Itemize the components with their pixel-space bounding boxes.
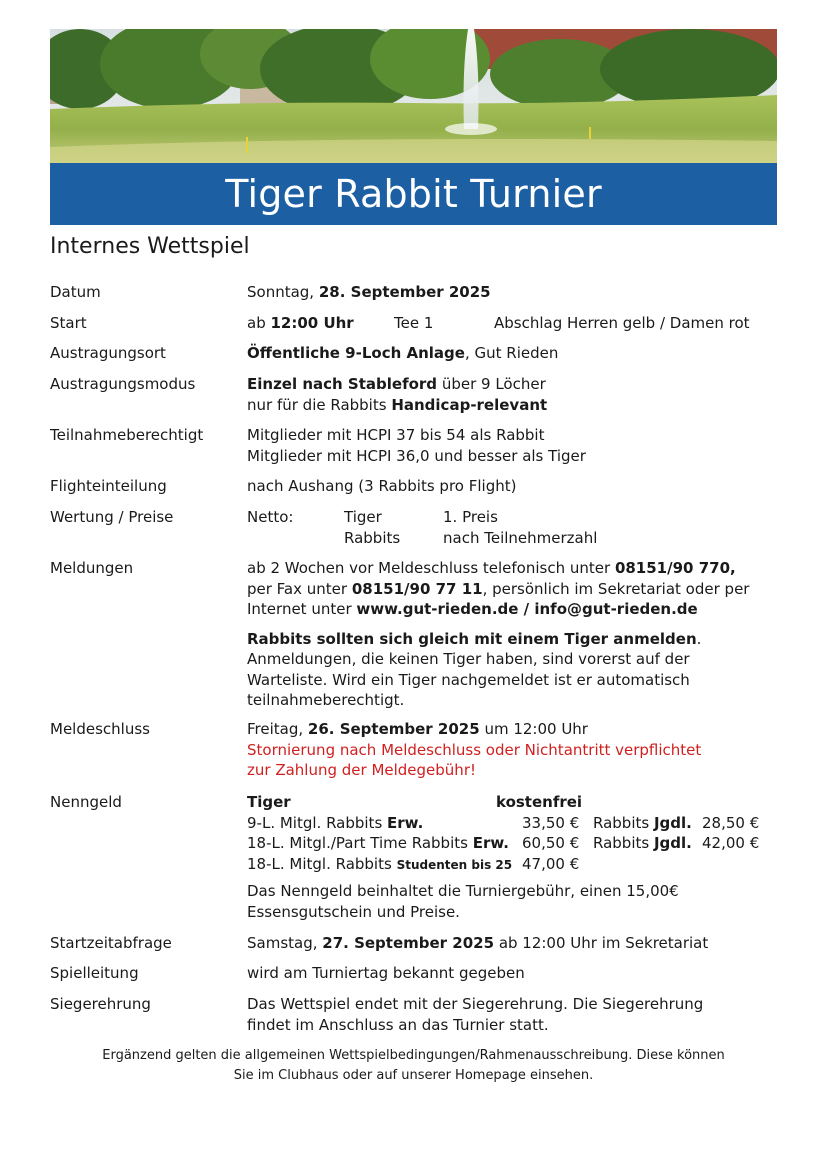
- label-teilnahme: Teilnahmeberechtigt: [50, 426, 204, 444]
- label-startzeit: Startzeitabfrage: [50, 934, 172, 952]
- wertung-rabbits-prize: nach Teilnehmerzahl: [443, 528, 598, 547]
- start-time: ab 12:00 Uhr: [247, 314, 354, 332]
- page-subtitle: Internes Wettspiel: [50, 234, 250, 259]
- start-tee: Tee 1: [394, 314, 434, 332]
- label-meldeschluss: Meldeschluss: [50, 720, 150, 738]
- label-meldungen: Meldungen: [50, 559, 134, 577]
- nenngeld-note1: Das Nenngeld beinhaltet die Turniergebühr, einen 15,00€: [247, 882, 679, 900]
- nenngeld-row1-jgdl-price: 28,50 €: [702, 813, 760, 832]
- nenngeld-row2: 18-L. Mitgl./Part Time Rabbits Erw.: [247, 834, 509, 852]
- row-nenngeld: [50, 792, 780, 922]
- storno-warning-1: Stornierung nach Meldeschluss oder Nichtantritt verpflichtet: [247, 740, 702, 759]
- nenngeld-row1: 9-L. Mitgl. Rabbits Erw.: [247, 813, 424, 832]
- page-title: Tiger Rabbit Turnier: [225, 172, 602, 216]
- nenngeld-row3-price: 47,00 €: [522, 854, 580, 873]
- wertung-rabbits: Rabbits: [344, 528, 401, 547]
- label-datum: Datum: [50, 283, 101, 301]
- footer-line-2: Sie im Clubhaus oder auf unserer Homepage einsehen.: [233, 1068, 594, 1083]
- wertung-tiger-prize: 1. Preis: [443, 508, 498, 526]
- start-abschlag: Abschlag Herren gelb / Damen rot: [494, 314, 750, 332]
- label-siegerehrung: Siegerehrung: [50, 995, 151, 1013]
- nenngeld-row1-price: 33,50 €: [522, 813, 580, 832]
- wertung-tiger: Tiger: [344, 508, 382, 526]
- label-wertung: Wertung / Preise: [50, 508, 174, 526]
- label-austragungsmodus: Austragungsmodus: [50, 375, 196, 393]
- value-meldeschluss: Freitag, 26. September 2025 um 12:00 Uhr Stornierung nach Meldeschluss oder Nichtantritt verpflichtet zur Zahlung der Meldegebühr!: [247, 719, 777, 781]
- nenngeld-tiger: Tiger: [247, 793, 291, 811]
- nenngeld-row2-jgdl-price: 42,00 €: [702, 834, 760, 852]
- value-flight: nach Aushang (3 Rabbits pro Flight): [247, 477, 517, 495]
- storno-warning-2: zur Zahlung der Meldegebühr!: [247, 761, 476, 779]
- value-datum: Sonntag, 28. September 2025: [247, 283, 491, 301]
- nenngeld-row1-jgdl: Rabbits Jgdl.: [593, 813, 692, 832]
- title-banner: [50, 163, 777, 225]
- value-austragungsort: Öffentliche 9-Loch Anlage, Gut Rieden: [247, 344, 559, 362]
- label-spielleitung: Spielleitung: [50, 964, 139, 982]
- contact-links[interactable]: www.gut-rieden.de / info@gut-rieden.de: [356, 600, 698, 618]
- nenngeld-note2: Essensgutschein und Preise.: [247, 902, 460, 921]
- footer-note: [50, 1046, 777, 1086]
- nenngeld-row3: 18-L. Mitgl. Rabbits Studenten bis 25: [247, 854, 513, 873]
- nenngeld-row2-price: 60,50 €: [522, 834, 580, 852]
- wertung-netto: Netto:: [247, 508, 294, 526]
- value-siegerehrung: Das Wettspiel endet mit der Siegerehrung. Die Siegerehrung findet im Anschluss an das Turnier statt.: [247, 995, 704, 1034]
- label-nenngeld: Nenngeld: [50, 793, 122, 811]
- value-startzeit: Samstag, 27. September 2025 ab 12:00 Uhr im Sekretariat: [247, 934, 709, 952]
- nenngeld-row2-jgdl: Rabbits Jgdl.: [593, 834, 692, 852]
- nenngeld-kostenfrei: kostenfrei: [496, 793, 583, 811]
- label-start: Start: [50, 314, 87, 332]
- value-austragungsmodus: Einzel nach Stableford über 9 Löcher nur für die Rabbits Handicap-relevant: [247, 375, 548, 414]
- label-austragungsort: Austragungsort: [50, 344, 166, 362]
- label-flight: Flighteinteilung: [50, 477, 167, 495]
- golf-course-illustration: [50, 29, 777, 163]
- value-meldungen: ab 2 Wochen vor Meldeschluss telefonisch unter 08151/90 770, per Fax unter 08151/90 77 11, persönlich im Sekretariat oder per Internet unter www.gut-rieden.de / info@gut-rieden.de Rabbits sollten sich gleich mit einem Tiger anmelden. Anmeldungen, die keinen Tiger haben, sind vorerst auf der Warteliste. Wird ein Tiger nachgemeldet ist er automatisch teilnahmeberechtigt.: [247, 559, 750, 709]
- value-teilnahme: Mitglieder mit HCPI 37 bis 54 als Rabbit Mitglieder mit HCPI 36,0 und besser als Tiger: [247, 426, 586, 465]
- row-wertung: [50, 507, 780, 549]
- value-spielleitung: wird am Turniertag bekannt gegeben: [247, 964, 525, 982]
- header-photo: [50, 29, 777, 163]
- footer-line-1: Ergänzend gelten die allgemeinen Wettspielbedingungen/Rahmenausschreibung. Diese können: [102, 1048, 725, 1063]
